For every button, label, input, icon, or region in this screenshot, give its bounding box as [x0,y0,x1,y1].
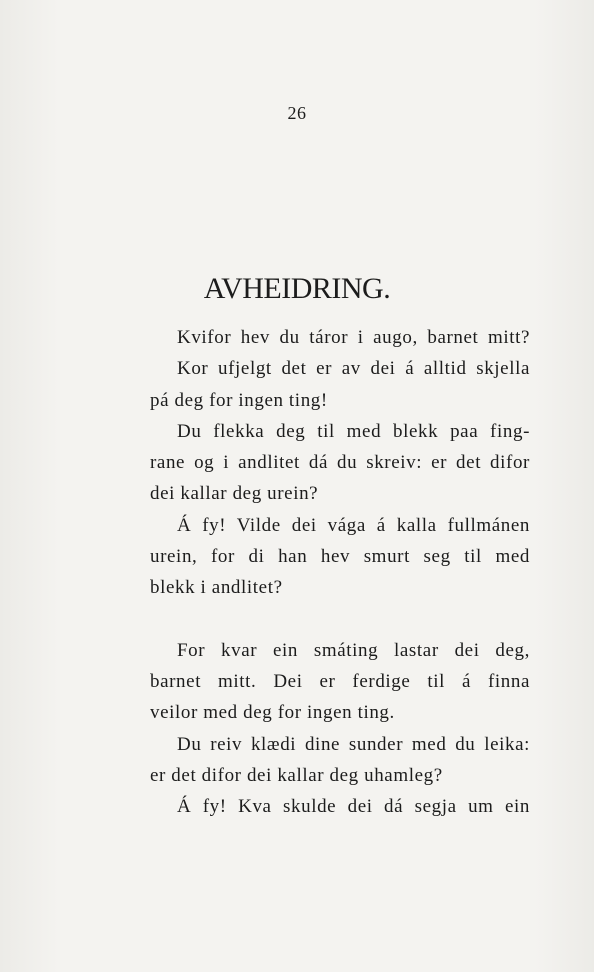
text-line: blekk i andlitet? [150,577,283,599]
text-line: For kvar ein smáting lastar dei deg, [177,639,530,661]
stanza-gap [150,604,530,635]
text-line: rane og i andlitet dá du skreiv: er det difor [150,452,530,474]
text-line: er det difor dei kallar deg uhamleg? [150,764,443,786]
text-line: veilor med deg for ingen ting. [150,702,395,724]
text-line: Kvifor hev du táror i augo, barnet mitt? [177,327,530,348]
poem-title: AVHEIDRING. [203,272,391,305]
text-line: Á fy! Kva skulde dei dá segja um ein [177,796,530,818]
text-line: Du reiv klædi dine sunder med du leika: [177,733,530,755]
text-line: urein, for di han hev smurt seg til med [150,546,530,568]
text-line: dei kallar deg urein? [150,483,319,505]
text-line: pá deg for ingen ting! [150,389,328,411]
page-number: 26 [287,103,307,123]
poem-body [150,322,530,822]
text-line: Du flekka deg til med blekk paa fing- [177,420,530,442]
text-line: barnet mitt. Dei er ferdige til á finna [150,670,530,692]
text-line: Kor ufjelgt det er av dei á alltid skjella [177,358,530,380]
text-line: Á fy! Vilde dei vága á kalla fullmánen [177,514,530,536]
